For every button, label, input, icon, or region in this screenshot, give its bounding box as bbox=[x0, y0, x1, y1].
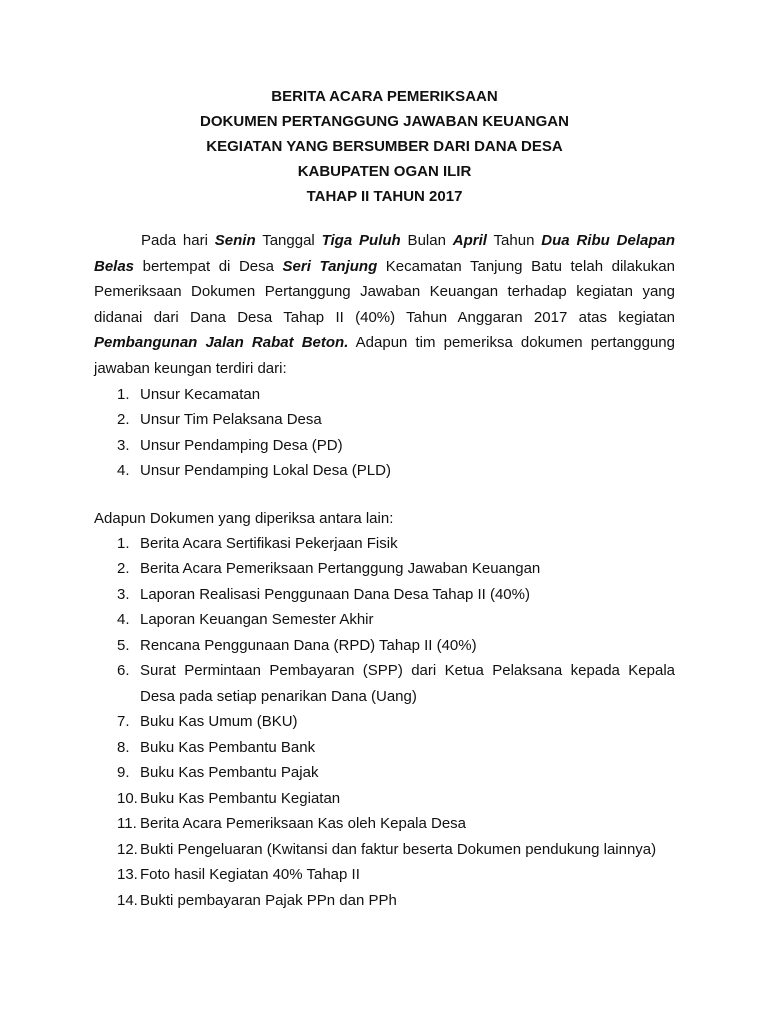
list-number: 10. bbox=[117, 789, 138, 807]
list-text: Buku Kas Pembantu Kegiatan bbox=[140, 789, 341, 807]
list-text: Unsur Pendamping Desa (PD) bbox=[140, 436, 343, 454]
para-hari: Senin bbox=[214, 232, 256, 249]
list-text: Bukti pembayaran Pajak PPn dan PPh bbox=[140, 891, 397, 909]
documents-list bbox=[94, 531, 675, 914]
list-number: 7. bbox=[117, 713, 130, 731]
list-item bbox=[94, 760, 675, 786]
list-item bbox=[94, 433, 675, 459]
list-number: 11. bbox=[117, 815, 137, 833]
list-number: 6. bbox=[117, 662, 130, 680]
list-text: Buku Kas Pembantu Bank bbox=[140, 738, 316, 756]
list-text: Berita Acara Sertifikasi Pekerjaan Fisik bbox=[140, 534, 398, 552]
para-text-2: Tanggal bbox=[255, 232, 322, 249]
list-text: Berita Acara Pemeriksaan Kas oleh Kepala Desa bbox=[140, 815, 467, 833]
para-bulan: April bbox=[452, 232, 487, 249]
list-number: 13. bbox=[117, 866, 138, 884]
list-number: 3. bbox=[117, 436, 130, 454]
document-title bbox=[94, 84, 675, 209]
list-text: Unsur Pendamping Lokal Desa (PLD) bbox=[140, 462, 391, 480]
list-text: Unsur Kecamatan bbox=[140, 385, 261, 403]
list-text: Buku Kas Pembantu Pajak bbox=[140, 764, 319, 782]
list-item bbox=[94, 556, 675, 582]
list-text: Berita Acara Pemeriksaan Pertanggung Jawaban Keuangan bbox=[140, 560, 541, 578]
list-item bbox=[94, 633, 675, 659]
list-number: 1. bbox=[117, 385, 130, 403]
list-text: Unsur Tim Pelaksana Desa bbox=[140, 411, 322, 429]
para-text-7: Adapun tim pemeriksa dokumen pertanggung jawaban keungan terdiri dari: bbox=[94, 334, 675, 377]
list-item bbox=[94, 582, 675, 608]
title-line-1: BERITA ACARA PEMERIKSAAN bbox=[271, 88, 498, 105]
title-line-4: KABUPATEN OGAN ILIR bbox=[297, 163, 472, 180]
list-item bbox=[94, 837, 675, 863]
list-number: 8. bbox=[117, 738, 130, 756]
para-text-1: Pada hari bbox=[141, 232, 215, 249]
list-text: Rencana Penggunaan Dana (RPD) Tahap II (40%) bbox=[140, 636, 477, 654]
list-item bbox=[94, 607, 675, 633]
list-item bbox=[94, 888, 675, 914]
list-text: Foto hasil Kegiatan 40% Tahap II bbox=[140, 866, 360, 884]
list-item bbox=[94, 862, 675, 888]
list-item bbox=[94, 531, 675, 557]
para-tanggal: Tiga Puluh bbox=[321, 232, 401, 249]
list-number: 14. bbox=[117, 891, 138, 909]
list-number: 4. bbox=[117, 462, 130, 480]
list-number: 2. bbox=[117, 411, 130, 429]
documents-intro: Adapun Dokumen yang diperiksa antara lain: bbox=[94, 509, 394, 527]
para-kegiatan: Pembangunan Jalan Rabat Beton. bbox=[94, 334, 349, 352]
list-number: 4. bbox=[117, 611, 130, 629]
list-item bbox=[94, 407, 675, 433]
opening-paragraph bbox=[94, 228, 675, 382]
para-text-5: bertempat di Desa bbox=[134, 257, 283, 275]
list-number: 5. bbox=[117, 636, 130, 654]
para-text-6: Kecamatan Tanjung Batu telah dilakukan Pemeriksaan Dokumen Pertanggung Jawaban Keuangan terhadap kegiatan yang didanai dari Dana Desa Tahap II (40%) Tahun Anggaran 2017 atas kegiatan bbox=[94, 257, 675, 326]
para-tahun: Dua Ribu Delapan Belas bbox=[94, 232, 675, 275]
list-text: Surat Permintaan Pembayaran (SPP) dari Ketua Pelaksana kepada Kepala Desa pada setiap penarikan Dana (Uang) bbox=[140, 662, 675, 705]
team-list bbox=[94, 382, 675, 484]
list-item bbox=[94, 811, 675, 837]
list-text: Buku Kas Umum (BKU) bbox=[140, 713, 298, 731]
title-line-3: KEGIATAN YANG BERSUMBER DARI DANA DESA bbox=[206, 138, 563, 155]
list-item bbox=[94, 735, 675, 761]
list-number: 1. bbox=[117, 534, 130, 552]
para-text-3: Bulan bbox=[400, 232, 453, 249]
list-item bbox=[94, 382, 675, 408]
list-item bbox=[94, 458, 675, 484]
list-text: Laporan Keuangan Semester Akhir bbox=[140, 611, 374, 629]
para-text-4: Tahun bbox=[486, 232, 542, 249]
list-item bbox=[94, 786, 675, 812]
list-number: 9. bbox=[117, 764, 130, 782]
list-number: 2. bbox=[117, 560, 130, 578]
list-text: Bukti Pengeluaran (Kwitansi dan faktur beserta Dokumen pendukung lainnya) bbox=[140, 840, 657, 858]
list-item bbox=[94, 658, 675, 709]
list-number: 3. bbox=[117, 585, 130, 603]
para-desa: Seri Tanjung bbox=[282, 257, 378, 275]
list-item bbox=[94, 709, 675, 735]
list-text: Laporan Realisasi Penggunaan Dana Desa Tahap II (40%) bbox=[140, 585, 530, 603]
list-number: 12. bbox=[117, 840, 138, 858]
title-line-2: DOKUMEN PERTANGGUNG JAWABAN KEUANGAN bbox=[200, 113, 569, 130]
title-line-5: TAHAP II TAHUN 2017 bbox=[306, 188, 463, 205]
